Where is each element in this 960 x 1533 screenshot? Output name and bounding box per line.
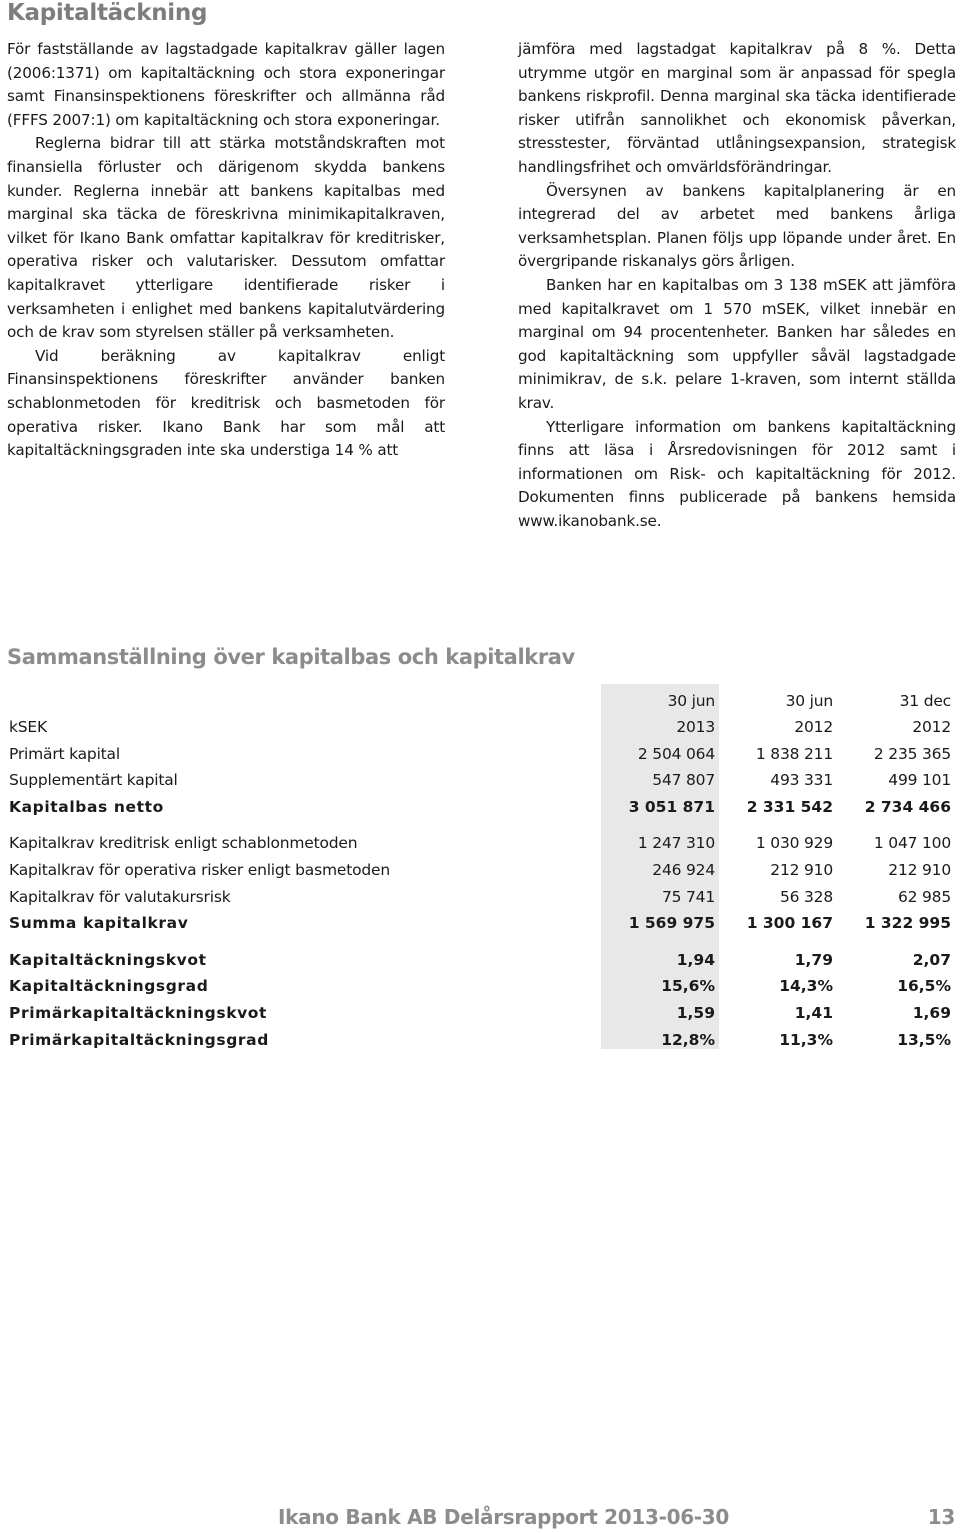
table-row-ratio: Primärkapitaltäckningsgrad 12,8% 11,3% 13,5%: [7, 1022, 955, 1049]
capital-table: [7, 684, 955, 1049]
spacer-row: [7, 816, 955, 826]
table-row: Primärt kapital 2 504 064 1 838 211 2 235 365: [7, 736, 955, 763]
paragraph: För fastställande av lagstadgade kapitalkrav gäller lagen (2006:1371) om kapitaltäckning och stora exponeringar samt Finansinspektionens föreskrifter och allmänna råd (FFFS 2007:1) om kapitaltäckning och stora exponeringar.: [7, 40, 445, 129]
column-header: 31 dec: [899, 692, 951, 710]
table-row: Supplementärt kapital 547 807 493 331 499 101: [7, 763, 955, 790]
paragraph: Översynen av bankens kapitalplanering är en integrerad del av arbetet med bankens årliga verksamhetsplan. Planen följs upp löpande under året. En övergripande riskanalys görs årligen.: [518, 181, 956, 271]
table-row: Kapitalkrav kreditrisk enligt schablonmetoden 1 247 310 1 030 929 1 047 100: [7, 826, 955, 853]
table-title: Sammanställning över kapitalbas och kapitalkrav: [7, 645, 575, 669]
column-header: 2012: [912, 718, 951, 736]
table-row-ratio: Kapitaltäckningskvot 1,94 1,79 2,07: [7, 942, 955, 969]
paragraph: Ytterligare information om bankens kapitaltäckning finns att läsa i Årsredovisningen för 2012 samt i informationen om Risk- och kapitaltäckning för 2012. Dokumenten finns publicerade på bankens hemsida www.ikanobank.se.: [518, 417, 956, 530]
column-header: 2012: [794, 718, 833, 736]
table-row-total: Kapitalbas netto 3 051 871 2 331 542 2 734 466: [7, 789, 955, 816]
paragraph: Vid beräkning av kapitalkrav enligt Finansinspektionens föreskrifter använder banken schablonmetoden för kreditrisk och basmetoden för operativa risker. Ikano Bank har som mål att kapitaltäckningsgraden inte ska understiga 14 % att: [7, 346, 445, 460]
paragraph: jämföra med lagstadgat kapitalkrav på 8 %. Detta utrymme utgör en marginal som är anpassad för spegla bankens riskprofil. Denna marginal ska täcka identifierade risker utifrån sannolikhet och ekonomisk påverkan, stresstester, förväntad utlåningsexpansion, strategisk handlingsfrihet och omvärldsförändringar.: [518, 40, 956, 176]
column-header: 30 jun: [601, 684, 719, 710]
paragraph: Reglerna bidrar till att stärka motståndskraften mot finansiella förluster och därigenom skydda bankens kunder. Reglerna innebär att bankens kapitalbas med marginal ska täcka de föreskrivna minimikapitalkraven, vilket för Ikano Bank omfattar kapitalkrav för kreditrisker, operativa risker och valutarisker. Dessutom omfattar kapitalkravet ytterligare identifierade risker i verksamheten i enlighet med bankens kapitalutvärdering och de krav som styrelsen ställer på verksamheten.: [7, 134, 445, 342]
table-row-ratio: Kapitaltäckningsgrad 15,6% 14,3% 16,5%: [7, 969, 955, 996]
unit-label: kSEK: [9, 718, 47, 736]
table-row: Kapitalkrav för operativa risker enligt basmetoden 246 924 212 910 212 910: [7, 852, 955, 879]
table-row: Kapitalkrav för valutakursrisk 75 741 56 328 62 985: [7, 879, 955, 906]
page-title: Kapitaltäckning: [7, 0, 208, 26]
page-footer: [278, 1505, 955, 1529]
table-row-ratio: Primärkapitaltäckningskvot 1,59 1,41 1,69: [7, 995, 955, 1022]
report-name: Ikano Bank AB Delårsrapport 2013-06-30: [278, 1505, 730, 1529]
left-text-column: [7, 38, 445, 463]
table-header-row: [7, 710, 955, 736]
column-header: 2013: [601, 710, 719, 736]
spacer-row: [7, 932, 955, 942]
page-number: 13: [927, 1505, 955, 1529]
paragraph: Banken har en kapitalbas om 3 138 mSEK att jämföra med kapitalkravet om 1 570 mSEK, vilket innebär en marginal om 94 procentenheter. Banken har således en god kapitaltäckning som uppfyller såväl lagstadgade minimikrav, de s.k. pelare 1-kraven, som internt ställda krav.: [518, 275, 956, 412]
column-header: 30 jun: [785, 692, 833, 710]
table-header-row: [7, 684, 955, 710]
right-text-column: [518, 38, 956, 533]
table-row-total: Summa kapitalkrav 1 569 975 1 300 167 1 322 995: [7, 906, 955, 933]
